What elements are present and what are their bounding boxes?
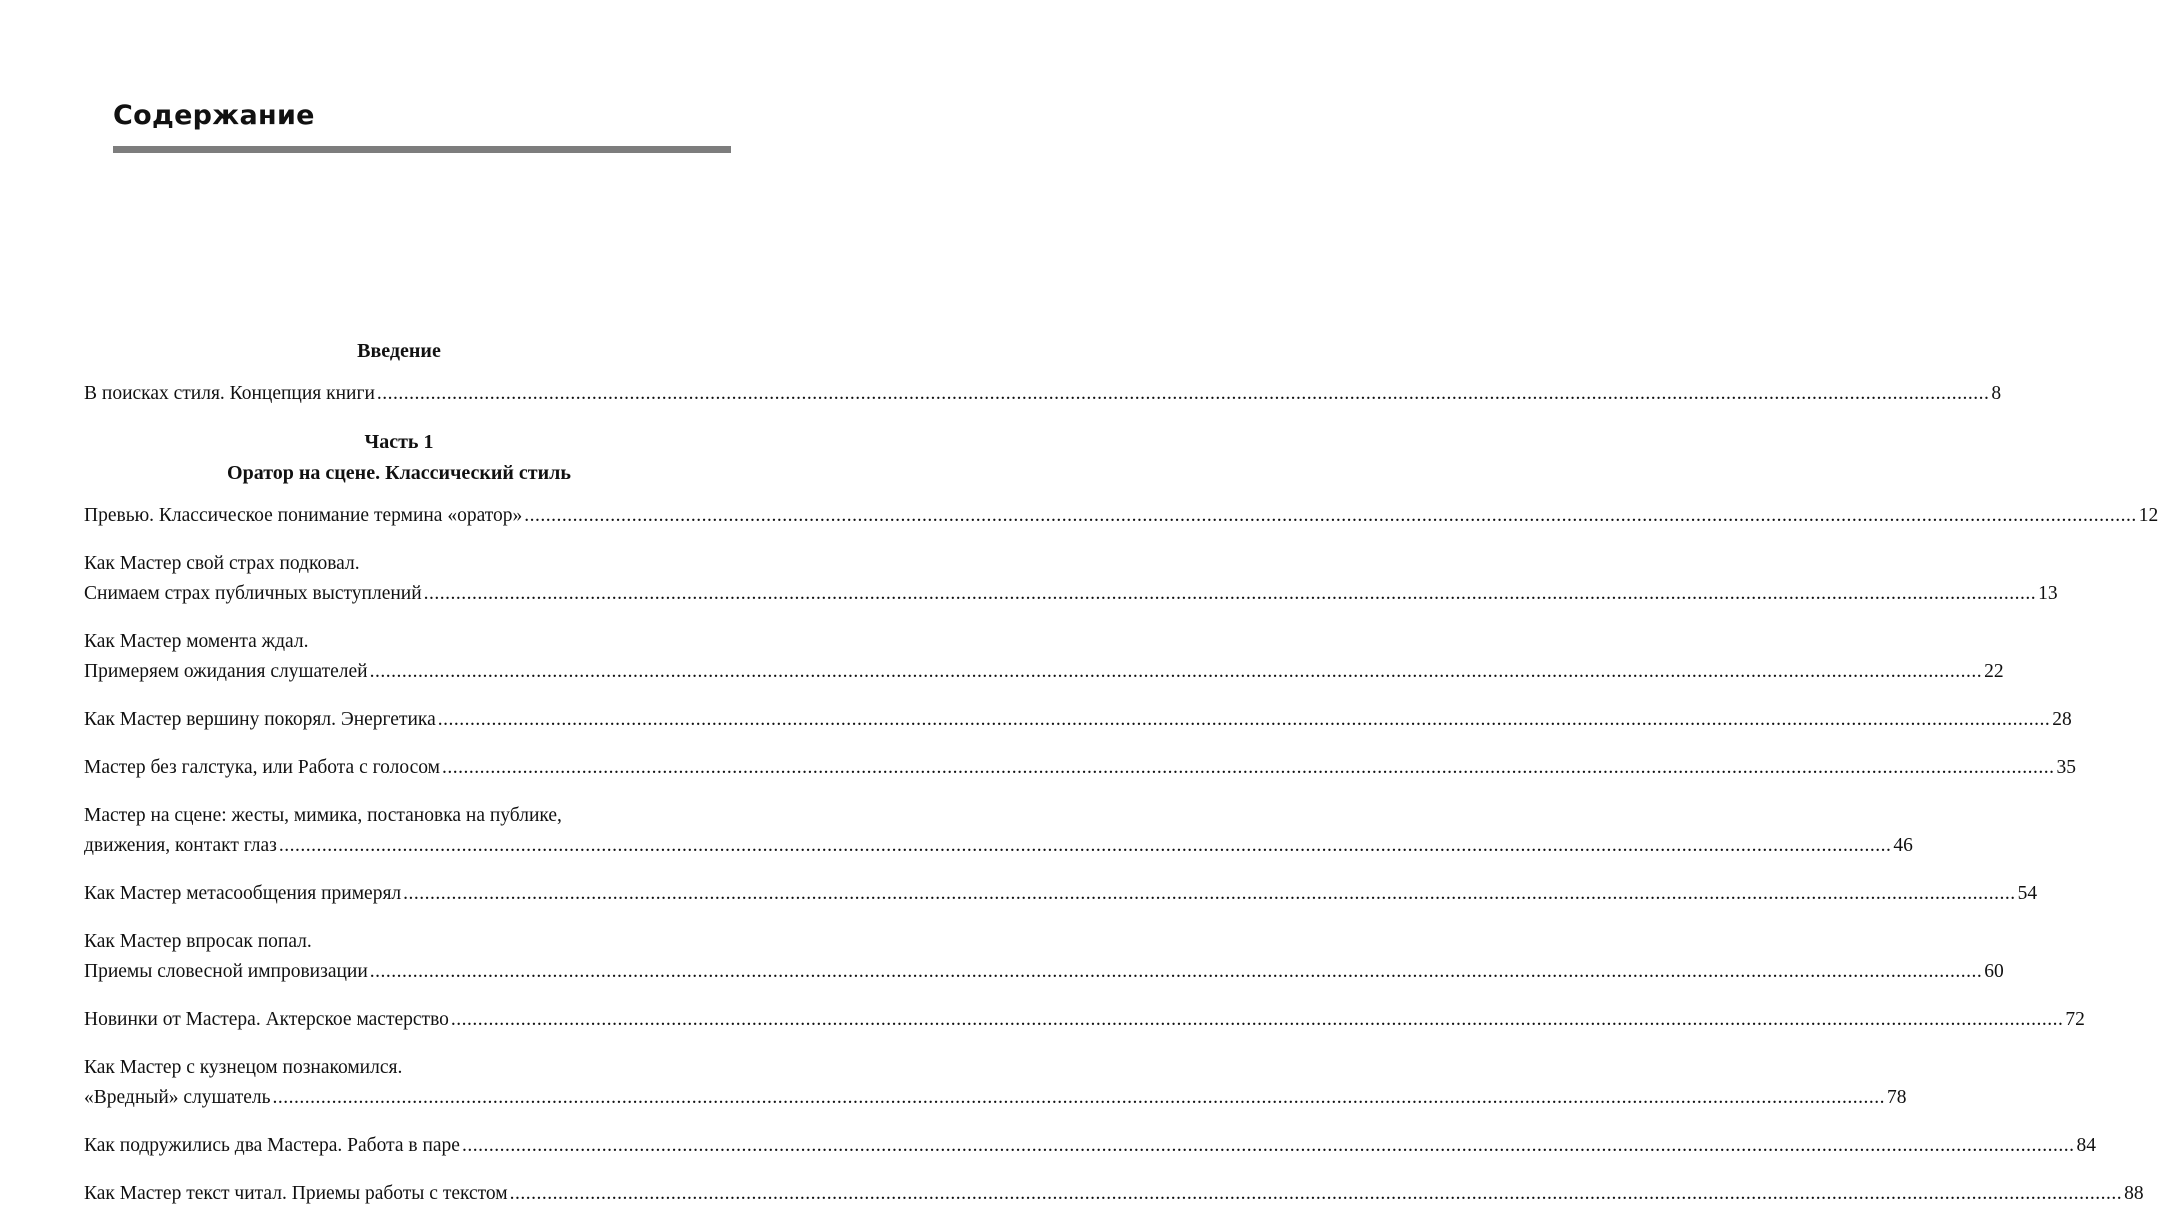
toc-entry-title: Как Мастер текст читал. Приемы работы с текстом [84,1183,508,1204]
toc-entry-last-line [84,657,2004,687]
toc-entry[interactable] [84,1005,2085,1035]
toc-entry-last-line [84,957,2004,987]
toc-entry-title: «Вредный» слушатель [84,1087,271,1108]
toc-entry-line: Как Мастер с кузнецом познакомился. [84,1057,403,1078]
page-number: 88 [2124,1183,2144,1204]
dot-leader: ............................................................................................................................................................................................................................................................................................................ [441,757,2055,778]
part-number: Часть 1 [364,431,434,453]
toc-entry-last-line [84,753,2076,783]
page-number: 13 [2038,583,2058,604]
dot-leader: ............................................................................................................................................................................................................................................................................................................ [461,1135,2075,1156]
toc-entry[interactable] [84,501,2158,531]
toc-entry[interactable] [84,801,1913,861]
toc-entry[interactable] [84,549,2058,609]
toc-entry[interactable] [84,1179,2144,1209]
toc-entry-title: В поисках стиля. Концепция книги [84,383,375,404]
toc-entry[interactable] [84,753,2076,783]
dot-leader: ............................................................................................................................................................................................................................................................................................................ [450,1009,2064,1030]
toc-entry-title: Как Мастер метасообщения примерял [84,883,402,904]
toc-entry-line: Мастер на сцене: жесты, мимика, постановка на публике, [84,805,562,826]
toc-entry[interactable] [84,1131,2096,1161]
toc-entry[interactable] [84,879,2038,909]
dot-leader: ............................................................................................................................................................................................................................................................................................................ [437,709,2051,730]
toc-entry[interactable] [84,1053,1907,1113]
page-number: 78 [1887,1087,1907,1108]
dot-leader: ............................................................................................................................................................................................................................................................................................................ [369,961,1983,982]
toc-entry-line: Как Мастер момента ждал. [84,631,309,652]
page-number: 72 [2065,1009,2085,1030]
page-number: 28 [2052,709,2072,730]
page-number: 35 [2056,757,2076,778]
page-number: 54 [2017,883,2038,904]
toc-entry-line: Как Мастер свой страх подковал. [84,553,360,574]
toc-entry[interactable] [84,379,2002,409]
toc-entry[interactable] [84,705,2072,735]
page-title: Содержание [113,100,315,131]
toc-entry-last-line [84,579,2058,609]
toc-entry-title: Как Мастер вершину покорял. Энергетика [84,709,436,730]
toc-entry-last-line [84,705,2072,735]
dot-leader: ............................................................................................................................................................................................................................................................................................................ [278,835,1892,856]
part-entries [84,501,2158,1209]
toc-entry-title: Новинки от Мастера. Актерское мастерство [84,1009,449,1030]
dot-leader: ............................................................................................................................................................................................................................................................................................................ [509,1183,2123,1204]
toc-entry-last-line [84,1005,2085,1035]
toc-entry-title: Приемы словесной импровизации [84,961,368,982]
page-number: 60 [1984,961,2004,982]
toc-entry-last-line [84,1179,2144,1209]
intro-heading: Введение [357,340,441,362]
toc-entry-line: Как Мастер впросак попал. [84,931,312,952]
dot-leader: ............................................................................................................................................................................................................................................................................................................ [524,505,2137,526]
page-number: 22 [1984,661,2004,682]
toc-entry-last-line [84,379,2002,409]
toc-entry-last-line [84,501,2158,531]
dot-leader: ............................................................................................................................................................................................................................................................................................................ [272,1087,1886,1108]
part-title: Оратор на сцене. Классический стиль [227,462,571,484]
toc-entry-title: Как подружились два Мастера. Работа в паре [84,1135,460,1156]
toc-entry-title: движения, контакт глаз [84,835,277,856]
toc-entry[interactable] [84,627,2004,687]
toc-entry-title: Примеряем ожидания слушателей [84,661,368,682]
toc-entry-last-line [84,879,2038,909]
intro-entries [84,379,2002,409]
dot-leader: ............................................................................................................................................................................................................................................................................................................ [423,583,2037,604]
page-number: 84 [2076,1135,2096,1156]
toc-entry-title: Снимаем страх публичных выступлений [84,583,422,604]
dot-leader: ............................................................................................................................................................................................................................................................................................................ [376,383,1990,404]
toc-entry-last-line [84,831,1913,861]
toc-entry-last-line [84,1131,2096,1161]
toc-entry-last-line [84,1083,1907,1113]
toc-entry[interactable] [84,927,2004,987]
title-rule [113,146,731,153]
dot-leader: ............................................................................................................................................................................................................................................................................................................ [369,661,1983,682]
page-number: 12 [2138,505,2158,526]
page-number: 8 [1991,383,2002,404]
page-number: 46 [1893,835,1913,856]
toc-entry-title: Превью. Классическое понимание термина «оратор» [84,505,523,526]
part-heading [84,427,714,489]
table-of-contents [84,336,2158,1227]
toc-entry-title: Мастер без галстука, или Работа с голосом [84,757,440,778]
dot-leader: ............................................................................................................................................................................................................................................................................................................ [403,883,2016,904]
